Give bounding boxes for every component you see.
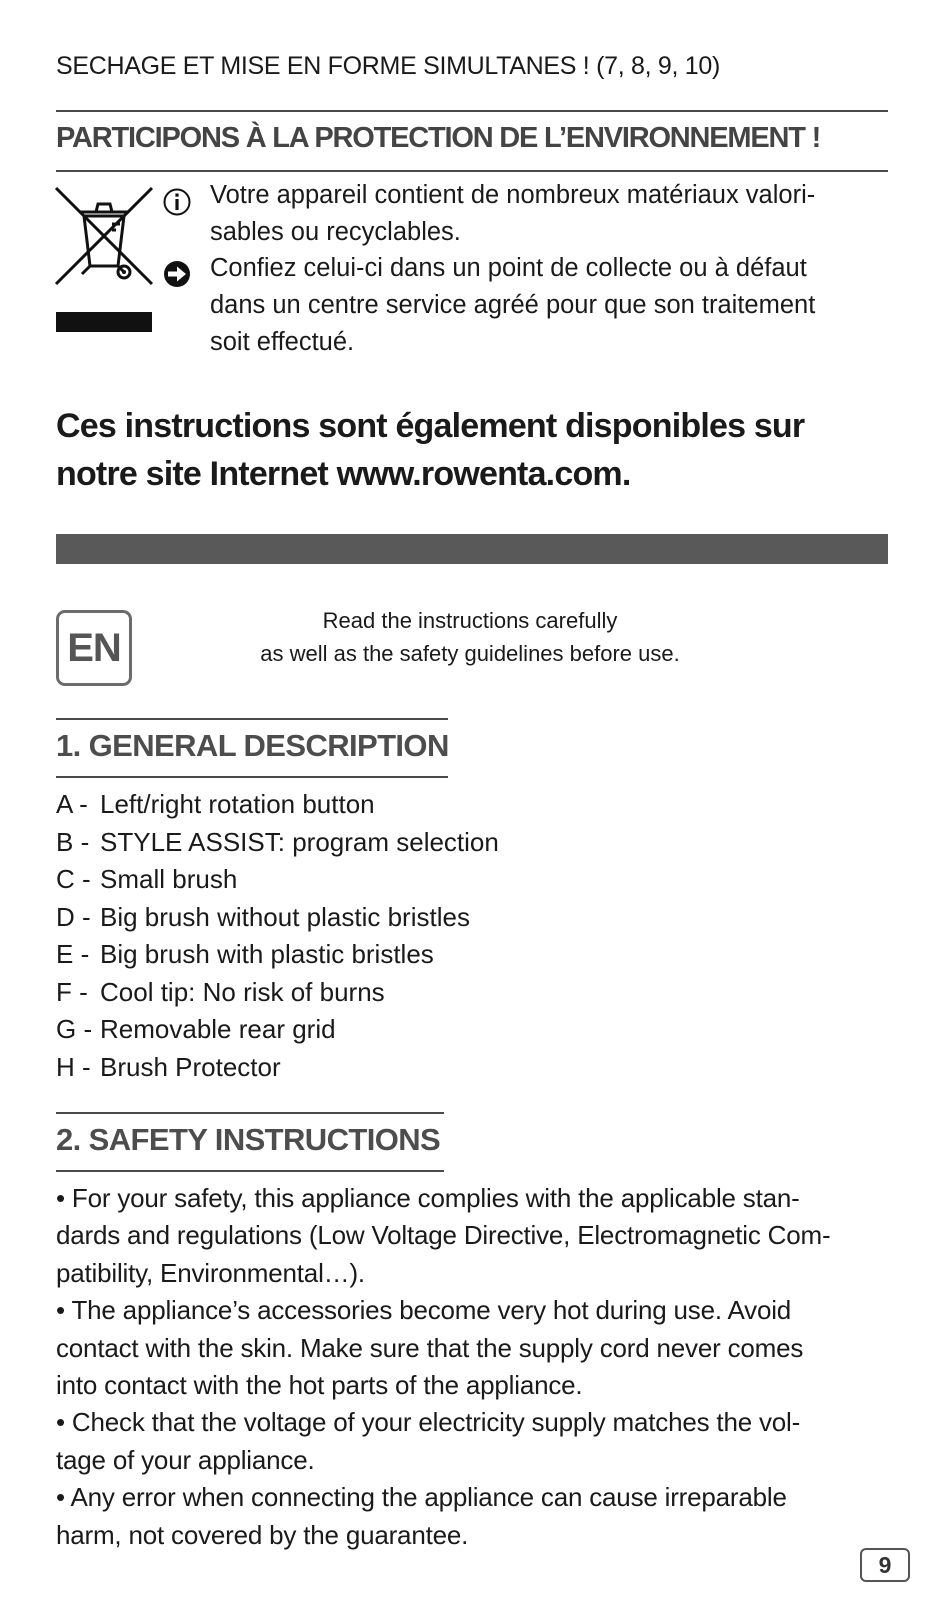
list-item	[56, 1049, 499, 1087]
list-item	[56, 824, 499, 862]
language-badge: EN	[56, 610, 132, 686]
item-letter: F -	[56, 976, 88, 1007]
read-instructions-notice	[210, 604, 730, 670]
list-item	[56, 936, 499, 974]
item-text: Cool tip: No risk of burns	[100, 976, 385, 1007]
text-line: notre site Internet www.rowenta.com.	[56, 455, 631, 493]
text-line: • For your safety, this appliance complies with the applicable stan-	[56, 1183, 800, 1213]
item-text: Left/right rotation button	[100, 789, 375, 819]
weee-crossed-bin-icon	[54, 186, 154, 286]
text-line: • Check that the voltage of your electricity supply matches the vol-	[56, 1407, 801, 1438]
item-letter: H -	[56, 1051, 91, 1082]
list-item	[56, 786, 499, 824]
weee-bar	[56, 312, 152, 332]
text-line: soit effectué.	[210, 328, 355, 356]
info-icon	[162, 187, 192, 217]
divider	[56, 1170, 444, 1172]
text-line: into contact with the hot parts of the appliance.	[56, 1370, 583, 1401]
text-line: harm, not covered by the guarantee.	[56, 1519, 469, 1550]
text-line: dards and regulations (Low Voltage Directive, Electromagnetic Com-	[56, 1220, 831, 1251]
item-letter: A -	[56, 789, 88, 819]
safety-instructions-text	[56, 1180, 888, 1554]
environment-info-text	[210, 177, 888, 251]
item-letter: G -	[56, 1014, 93, 1044]
divider	[56, 110, 888, 112]
component-list	[56, 786, 499, 1086]
list-item	[56, 861, 499, 899]
text-line: as well as the safety guidelines before use.	[260, 641, 680, 666]
item-text: Removable rear grid	[100, 1014, 336, 1044]
general-description-heading: 1. GENERAL DESCRIPTION	[56, 728, 449, 763]
divider	[56, 1112, 444, 1114]
divider	[56, 170, 888, 172]
list-item	[56, 1011, 499, 1049]
page-number: 9	[860, 1548, 910, 1582]
text-line: Votre appareil contient de nombreux matériaux valori-	[210, 181, 816, 209]
item-text: Big brush with plastic bristles	[100, 939, 434, 969]
item-letter: C -	[56, 864, 91, 894]
divider	[56, 718, 448, 720]
item-letter: B -	[56, 826, 90, 857]
safety-instructions-heading: 2. SAFETY INSTRUCTIONS	[56, 1122, 441, 1157]
item-text: Big brush without plastic bristles	[100, 901, 470, 932]
text-line: dans un centre service agréé pour que son traitement	[210, 291, 816, 319]
item-letter: D -	[56, 901, 91, 932]
text-line: Ces instructions sont également disponibles sur	[56, 407, 805, 445]
list-item	[56, 974, 499, 1012]
list-item	[56, 899, 499, 937]
environment-heading: PARTICIPONS À LA PROTECTION DE L’ENVIRONNEMENT !	[56, 122, 821, 154]
language-band	[56, 534, 888, 564]
top-line: SECHAGE ET MISE EN FORME SIMULTANES ! (7, 8, 9, 10)	[56, 52, 721, 80]
item-text: Brush Protector	[100, 1051, 281, 1082]
text-line: sables ou recyclables.	[210, 218, 461, 246]
item-text: STYLE ASSIST: program selection	[100, 826, 499, 857]
website-notice	[56, 402, 876, 498]
text-line: • The appliance’s accessories become very hot during use. Avoid	[56, 1295, 792, 1326]
item-letter: E -	[56, 939, 90, 969]
divider	[56, 776, 448, 778]
text-line: Read the instructions carefully	[322, 608, 618, 633]
text-line: tage of your appliance.	[56, 1444, 315, 1475]
environment-action-text	[210, 250, 888, 361]
text-line: Confiez celui-ci dans un point de collecte ou à défaut	[210, 254, 807, 282]
arrow-right-icon	[162, 259, 192, 289]
text-line: • Any error when connecting the appliance can cause irreparable	[56, 1482, 787, 1513]
item-text: Small brush	[100, 864, 238, 894]
text-line: patibility, Environmental…).	[56, 1257, 365, 1288]
text-line: contact with the skin. Make sure that the supply cord never comes	[56, 1332, 804, 1363]
